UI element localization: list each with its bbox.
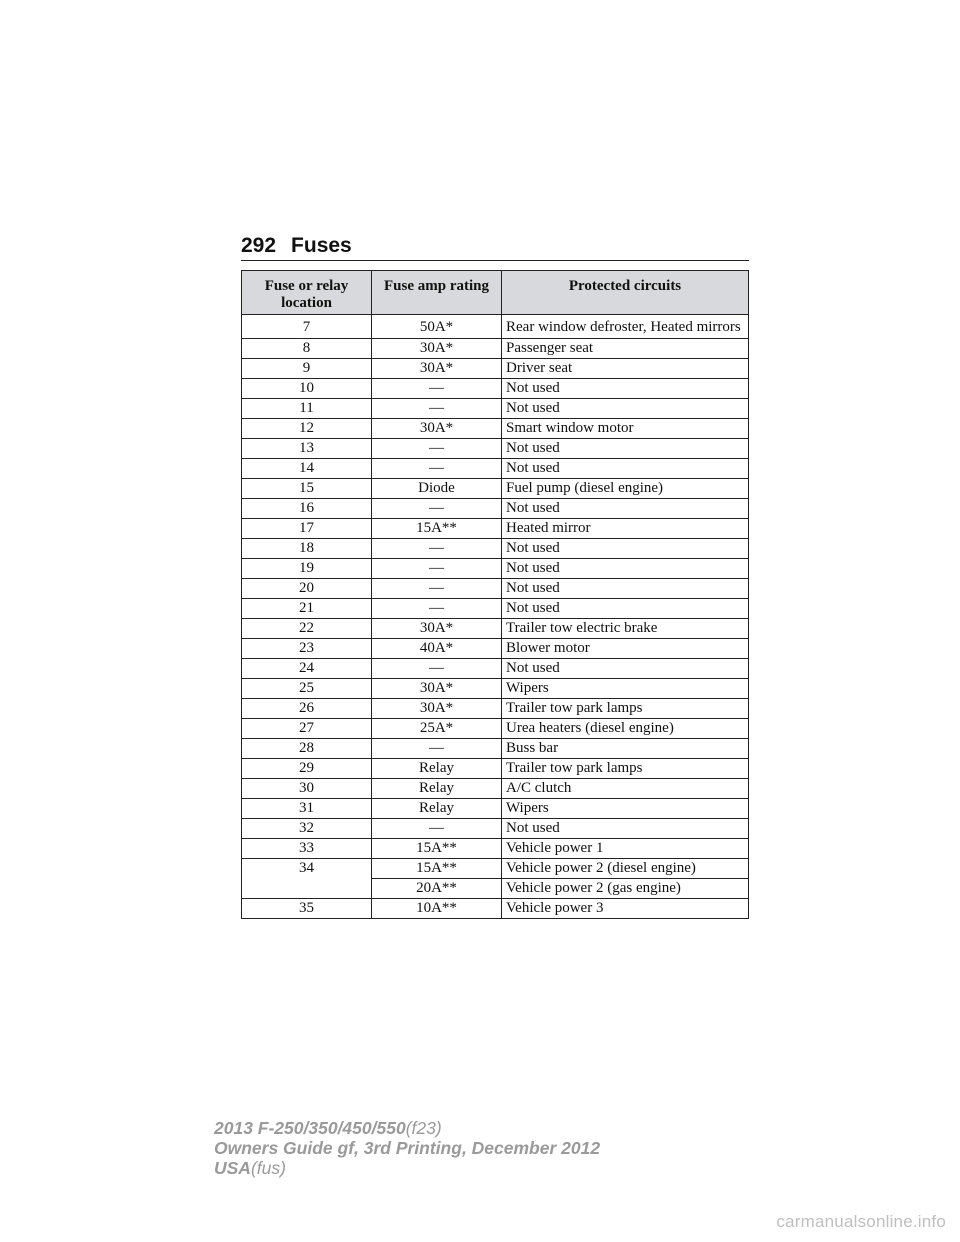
cell-amp-rating: 30A*	[372, 359, 502, 379]
table-row	[242, 579, 749, 599]
cell-protected-circuit: Heated mirror	[502, 519, 749, 539]
table-row	[242, 819, 749, 839]
cell-amp-rating: 20A**	[372, 879, 502, 899]
cell-protected-circuit: Urea heaters (diesel engine)	[502, 719, 749, 739]
column-header-protected-circuits: Protected circuits	[502, 271, 749, 315]
table-row	[242, 379, 749, 399]
table-row	[242, 419, 749, 439]
cell-location: 21	[242, 599, 372, 619]
cell-protected-circuit: Not used	[502, 659, 749, 679]
cell-location: 30	[242, 779, 372, 799]
cell-protected-circuit: Not used	[502, 459, 749, 479]
fuse-table	[241, 270, 749, 919]
cell-protected-circuit: Passenger seat	[502, 339, 749, 359]
cell-location: 22	[242, 619, 372, 639]
cell-location: 20	[242, 579, 372, 599]
cell-location: 12	[242, 419, 372, 439]
watermark: carmanualsonline.info	[776, 1212, 946, 1231]
cell-amp-rating: —	[372, 439, 502, 459]
table-row	[242, 315, 749, 339]
footer-line-2: Owners Guide gf, 3rd Printing, December 2012	[214, 1138, 601, 1158]
cell-protected-circuit: Buss bar	[502, 739, 749, 759]
cell-protected-circuit: Not used	[502, 559, 749, 579]
column-header-amp-rating: Fuse amp rating	[372, 271, 502, 315]
table-row	[242, 459, 749, 479]
footer-region-code: (fus)	[250, 1158, 286, 1178]
cell-protected-circuit: Vehicle power 1	[502, 839, 749, 859]
column-header-location: Fuse or relay location	[242, 271, 372, 315]
cell-protected-circuit: Wipers	[502, 799, 749, 819]
cell-protected-circuit: Not used	[502, 379, 749, 399]
table-row	[242, 839, 749, 859]
cell-location: 14	[242, 459, 372, 479]
cell-location: 15	[242, 479, 372, 499]
table-row	[242, 619, 749, 639]
cell-amp-rating: 15A**	[372, 859, 502, 879]
cell-location: 18	[242, 539, 372, 559]
cell-location: 17	[242, 519, 372, 539]
cell-location: 32	[242, 819, 372, 839]
cell-protected-circuit: Vehicle power 3	[502, 899, 749, 919]
table-row	[242, 479, 749, 499]
cell-amp-rating: —	[372, 819, 502, 839]
table-row	[242, 719, 749, 739]
cell-location: 7	[242, 315, 372, 339]
cell-protected-circuit: Not used	[502, 399, 749, 419]
cell-amp-rating: 30A*	[372, 419, 502, 439]
cell-protected-circuit: Wipers	[502, 679, 749, 699]
cell-amp-rating: Diode	[372, 479, 502, 499]
page-number: 292	[241, 234, 277, 257]
cell-amp-rating: 15A**	[372, 519, 502, 539]
cell-location: 26	[242, 699, 372, 719]
cell-amp-rating: 10A**	[372, 899, 502, 919]
footer-line-1	[214, 1118, 600, 1138]
cell-amp-rating: —	[372, 459, 502, 479]
cell-protected-circuit: Not used	[502, 819, 749, 839]
table-row	[242, 759, 749, 779]
cell-location: 25	[242, 679, 372, 699]
cell-location: 27	[242, 719, 372, 739]
cell-amp-rating: 40A*	[372, 639, 502, 659]
cell-amp-rating: —	[372, 499, 502, 519]
cell-location: 31	[242, 799, 372, 819]
cell-amp-rating: —	[372, 739, 502, 759]
cell-location: 34	[242, 859, 372, 899]
table-row	[242, 559, 749, 579]
cell-location: 8	[242, 339, 372, 359]
footer-region: USA	[214, 1158, 251, 1178]
cell-amp-rating: 30A*	[372, 619, 502, 639]
cell-protected-circuit: Smart window motor	[502, 419, 749, 439]
page-header	[241, 229, 749, 261]
cell-amp-rating: —	[372, 579, 502, 599]
fuse-table-body	[242, 315, 749, 919]
table-row	[242, 699, 749, 719]
cell-location: 23	[242, 639, 372, 659]
table-row	[242, 859, 749, 879]
cell-protected-circuit: A/C clutch	[502, 779, 749, 799]
cell-location: 10	[242, 379, 372, 399]
table-row	[242, 499, 749, 519]
cell-protected-circuit: Rear window defroster, Heated mirrors	[502, 315, 749, 339]
cell-protected-circuit: Blower motor	[502, 639, 749, 659]
cell-amp-rating: Relay	[372, 799, 502, 819]
section-title: Fuses	[291, 234, 352, 257]
cell-protected-circuit: Vehicle power 2 (gas engine)	[502, 879, 749, 899]
table-row	[242, 339, 749, 359]
cell-location: 24	[242, 659, 372, 679]
table-row	[242, 659, 749, 679]
cell-amp-rating: 15A**	[372, 839, 502, 859]
cell-protected-circuit: Not used	[502, 539, 749, 559]
cell-amp-rating: —	[372, 659, 502, 679]
cell-location: 16	[242, 499, 372, 519]
cell-location: 29	[242, 759, 372, 779]
cell-amp-rating: 30A*	[372, 699, 502, 719]
cell-amp-rating: —	[372, 539, 502, 559]
cell-amp-rating: 25A*	[372, 719, 502, 739]
table-row	[242, 539, 749, 559]
cell-amp-rating: —	[372, 399, 502, 419]
cell-protected-circuit: Trailer tow park lamps	[502, 759, 749, 779]
table-row	[242, 399, 749, 419]
table-row	[242, 779, 749, 799]
footer-line-3	[214, 1158, 600, 1178]
cell-amp-rating: —	[372, 379, 502, 399]
cell-amp-rating: 30A*	[372, 339, 502, 359]
cell-amp-rating: Relay	[372, 779, 502, 799]
cell-location: 13	[242, 439, 372, 459]
footer-model-code: (f23)	[405, 1118, 442, 1138]
cell-protected-circuit: Vehicle power 2 (diesel engine)	[502, 859, 749, 879]
table-row	[242, 359, 749, 379]
cell-amp-rating: Relay	[372, 759, 502, 779]
table-row	[242, 439, 749, 459]
cell-protected-circuit: Not used	[502, 499, 749, 519]
cell-amp-rating: 30A*	[372, 679, 502, 699]
cell-protected-circuit: Not used	[502, 439, 749, 459]
document-footer	[214, 1118, 600, 1178]
table-row	[242, 739, 749, 759]
table-header-row	[242, 271, 749, 315]
table-row	[242, 519, 749, 539]
cell-amp-rating: 50A*	[372, 315, 502, 339]
cell-protected-circuit: Not used	[502, 579, 749, 599]
table-row	[242, 639, 749, 659]
cell-protected-circuit: Trailer tow park lamps	[502, 699, 749, 719]
cell-location: 28	[242, 739, 372, 759]
cell-protected-circuit: Driver seat	[502, 359, 749, 379]
table-row	[242, 599, 749, 619]
cell-protected-circuit: Not used	[502, 599, 749, 619]
table-row	[242, 799, 749, 819]
cell-location: 33	[242, 839, 372, 859]
cell-location: 19	[242, 559, 372, 579]
table-row	[242, 899, 749, 919]
cell-protected-circuit: Fuel pump (diesel engine)	[502, 479, 749, 499]
cell-amp-rating: —	[372, 599, 502, 619]
cell-protected-circuit: Trailer tow electric brake	[502, 619, 749, 639]
cell-amp-rating: —	[372, 559, 502, 579]
cell-location: 9	[242, 359, 372, 379]
footer-model: 2013 F-250/350/450/550	[214, 1118, 406, 1138]
cell-location: 35	[242, 899, 372, 919]
cell-location: 11	[242, 399, 372, 419]
table-row	[242, 679, 749, 699]
